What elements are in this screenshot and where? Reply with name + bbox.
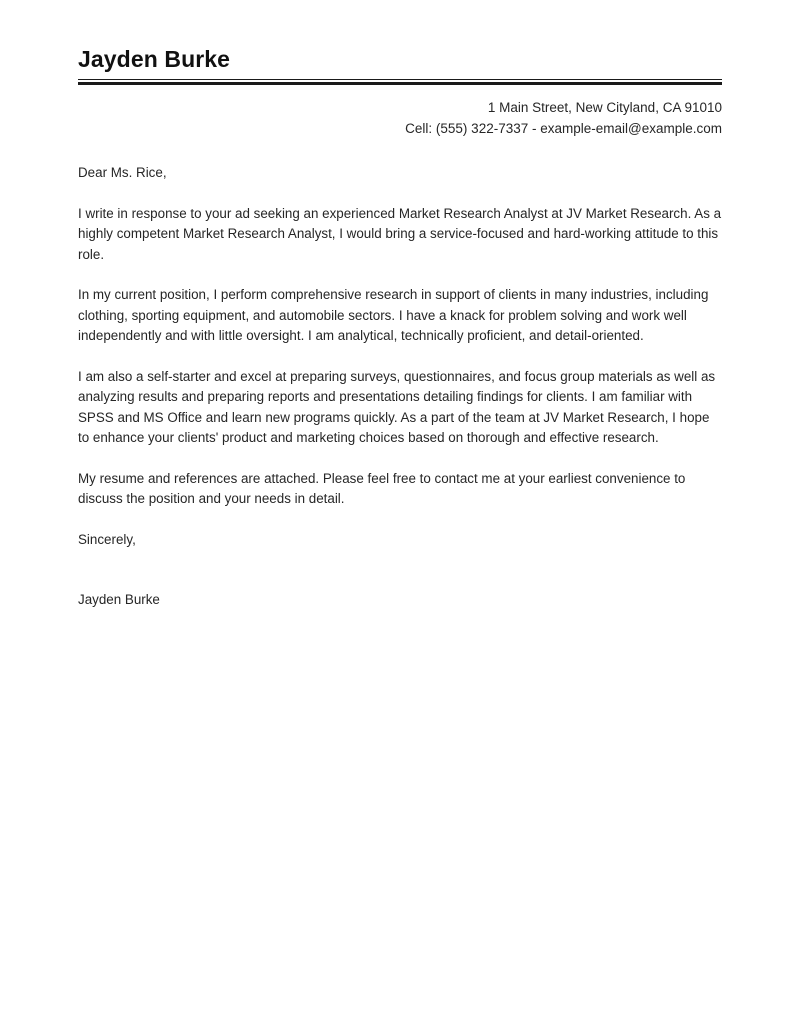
contact-address: 1 Main Street, New Cityland, CA 91010 — [487, 100, 722, 115]
closing-salutation: Sincerely, — [78, 531, 136, 547]
signature-name: Jayden Burke — [78, 592, 160, 607]
salutation: Dear Ms. Rice, — [78, 165, 167, 180]
body-paragraph-2: In my current position, I perform comprehensive research in support of clients in many industries, including clothing, sporting equipment, and automobile sectors. I have a knack for problem solving and work well independently and with little oversight. I am analytical, technically proficient, and detail-oriented. — [78, 287, 709, 343]
body-paragraph-1: I write in response to your ad seeking an experienced Market Research Analyst at JV Market Research. As a highly competent Market Research Analyst, I would bring a service-focused and hard-working attitude to this role. — [78, 205, 722, 262]
body-paragraph-3: I am also a self-starter and excel at preparing surveys, questionnaires, and focus group materials as well as analyzing results and preparing reports and presentations detailing findings for clients. I am familiar with SPSS and MS Office and learn new programs quickly. As a part of the team at JV Market Research, I hope to enhance your clients' product and marketing choices based on thorough and effective research. — [78, 368, 716, 445]
letterhead — [78, 44, 722, 139]
contact-block — [78, 97, 722, 139]
page-title: Jayden Burke — [78, 46, 231, 72]
header-divider — [78, 77, 722, 85]
body-paragraph-4: My resume and references are attached. Please feel free to contact me at your earliest convenience to discuss the position and your needs in detail. — [78, 470, 686, 506]
divider-line-thick — [78, 82, 722, 85]
contact-phone-email: Cell: (555) 322-7337 - example-email@example.com — [405, 121, 722, 136]
cover-letter — [78, 44, 722, 611]
letter-body — [78, 163, 722, 611]
